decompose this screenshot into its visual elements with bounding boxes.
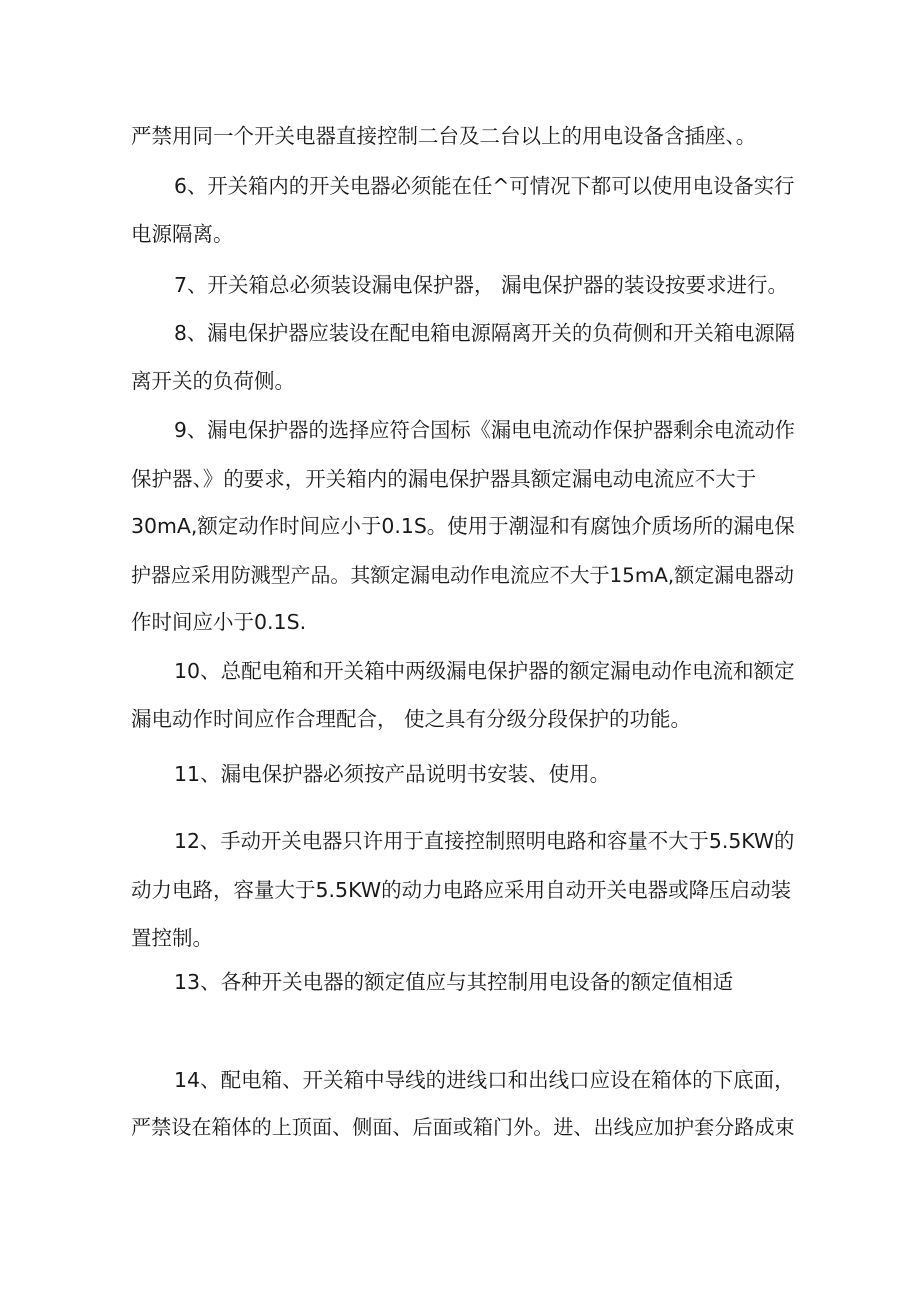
text-line-17: 置控制。 — [131, 926, 213, 950]
text-line-14: 11、漏电保护器必须按产品说明书安装、使用。 — [174, 762, 611, 786]
text-line-04: 7、开关箱总必须装设漏电保护器， 漏电保护器的装设按要求进行。 — [174, 273, 789, 297]
text-line-16: 动力电路，容量大于5.5KW的动力电路应采用自动开关电器或降压启动装 — [131, 878, 792, 902]
text-line-03: 电源隔离。 — [131, 222, 234, 246]
text-line-18: 13、各种开关电器的额定值应与其控制用电设备的额定值相适 — [174, 970, 734, 994]
text-line-08: 保护器、》的要求，开关箱内的漏电保护器具额定漏电动电流应不大于 — [131, 467, 757, 491]
text-line-01: 严禁用同一个开关电器直接控制二台及二台以上的用电设备含插座、。 — [131, 124, 757, 148]
text-line-07: 9、漏电保护器的选择应符合国标《漏电电流动作保护器剩余电流动作 — [174, 418, 795, 442]
text-line-12: 10、总配电箱和开关箱中两级漏电保护器的额定漏电动作电流和额定 — [174, 659, 795, 683]
text-line-20: 严禁设在箱体的上顶面、侧面、后面或箱门外。进、出线应加护套分路成束 — [131, 1115, 795, 1139]
text-line-13: 漏电动作时间应作合理配合， 使之具有分级分段保护的功能。 — [131, 707, 692, 731]
text-line-09: 30mA,额定动作时间应小于0.1S。使用于潮湿和有腐蚀介质场所的漏电保 — [131, 514, 795, 538]
text-line-05: 8、漏电保护器应装设在配电箱电源隔离开关的负荷侧和开关箱电源隔 — [174, 321, 795, 345]
text-line-11: 作时间应小于0.1S. — [131, 610, 307, 634]
text-line-19: 14、配电箱、开关箱中导线的进线口和出线口应设在箱体的下底面， — [174, 1068, 795, 1092]
text-line-02: 6、开关箱内的开关电器必须能在任^可情况下都可以使用电设备实行 — [174, 174, 795, 198]
text-line-15: 12、手动开关电器只许用于直接控制照明电路和容量不大于5.5KW的 — [174, 829, 795, 853]
text-line-06: 离开关的负荷侧。 — [131, 369, 295, 393]
text-line-10: 护器应采用防溅型产品。其额定漏电动作电流应不大于15mA,额定漏电器动 — [131, 563, 794, 587]
